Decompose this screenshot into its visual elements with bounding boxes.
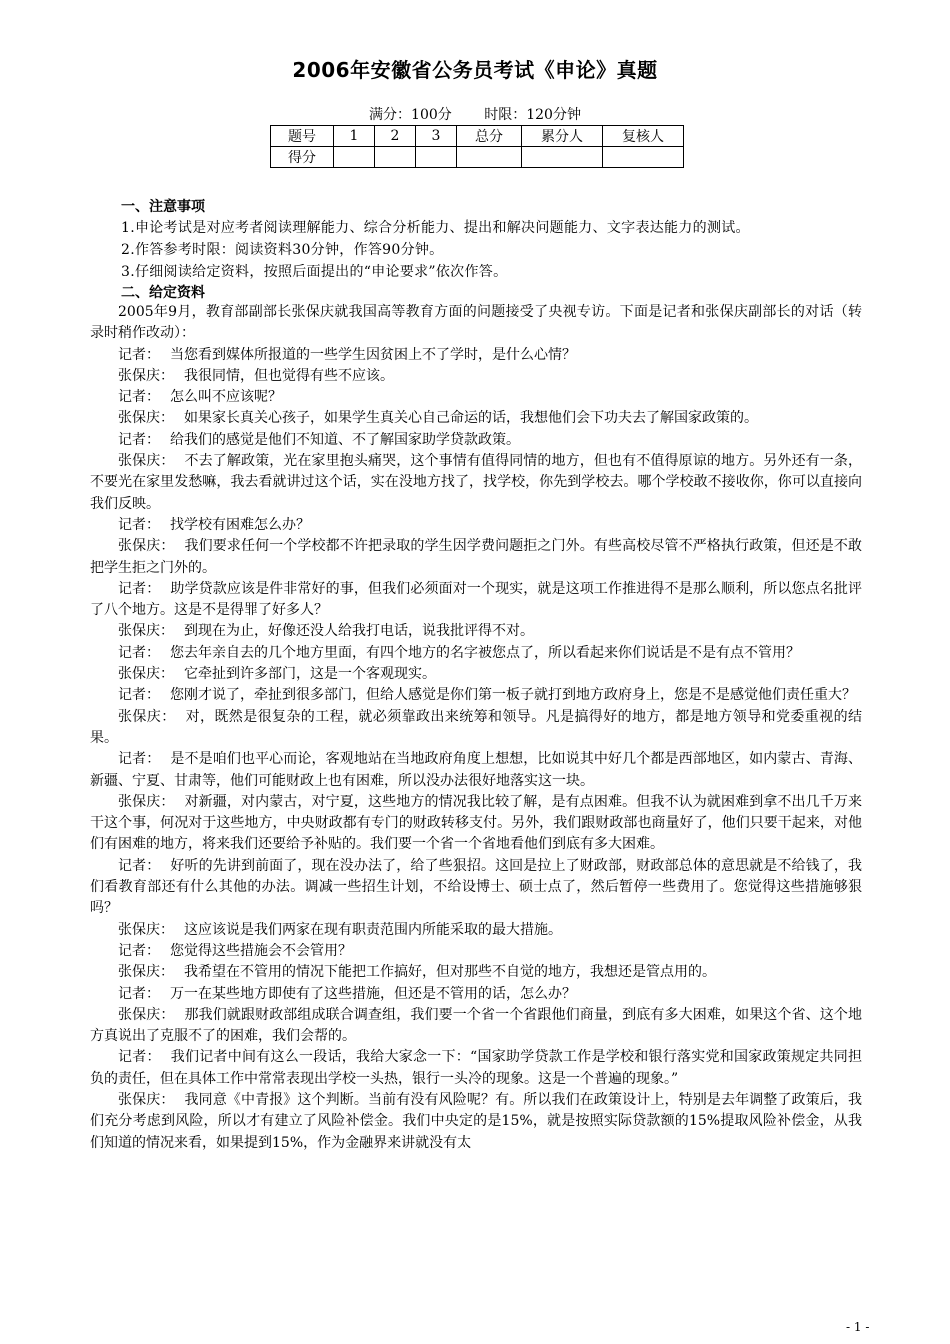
score-cell-empty (416, 147, 457, 168)
material-body (90, 302, 862, 1154)
dialogue-paragraph (90, 1090, 862, 1154)
dialogue-paragraph (90, 920, 862, 941)
dialogue-paragraph (90, 345, 862, 366)
dialogue-text: 我很同情，但也觉得有些不应该。 (184, 367, 394, 384)
dialogue-speaker: 记者： (118, 644, 160, 661)
dialogue-text: 我们记者中间有这么一段话，我给大家念一下：“国家助学贷款工作是学校和银行落实党和国家政策规定共同担负的责任，但在具体工作中常常表现出学校一头热，银行一头冷的现象。这是一个普遍的现象。” (90, 1049, 863, 1087)
dialogue-text: 您觉得这些措施会不会管用？ (170, 942, 352, 959)
score-cell-empty (457, 147, 522, 168)
dialogue-text: 对，既然是很复杂的工程，就必须靠政出来统筹和领导。凡是搞得好的地方，都是地方领导和党委重视的结果。 (90, 708, 863, 746)
dialogue-paragraph (90, 984, 862, 1005)
dialogue-paragraph (90, 664, 862, 685)
full-score: 满分：100分 (369, 107, 452, 123)
note-item: 2.作答参考时限：阅读资料30分钟，作答90分钟。 (121, 242, 444, 258)
dialogue-text: 我同意《中青报》这个判断。当前有没有风险呢？有。所以我们在政策设计上，特别是去年调整了政策后，我们充分考虑到风险，所以才有建立了风险补偿金。我们中央定的是15%，就是按照实际贷款额的15%提取风险补偿金，从我们知道的情况来看，如果提到15%，作为金融界来讲就没有太 (90, 1091, 863, 1151)
score-table-header-row (271, 126, 684, 147)
dialogue-speaker: 记者： (118, 346, 160, 363)
score-cell-empty (522, 147, 603, 168)
dialogue-text: 万一在某些地方即使有了这些措施，但还是不管用的话，怎么办？ (170, 985, 576, 1002)
dialogue-speaker: 张保庆： (118, 666, 174, 683)
dialogue-speaker: 张保庆： (118, 793, 175, 810)
score-cell: 复核人 (603, 126, 684, 147)
dialogue-speaker: 记者： (118, 985, 160, 1002)
dialogue-paragraph (90, 430, 862, 451)
dialogue-paragraph (90, 621, 862, 642)
dialogue-text: 我希望在不管用的情况下能把工作搞好，但对那些不自觉的地方，我想还是管点用的。 (184, 964, 716, 981)
dialogue-paragraph (90, 707, 862, 750)
dialogue-text: 找学校有困难怎么办？ (170, 516, 310, 533)
score-table (270, 125, 684, 168)
dialogue-text: 它牵扯到许多部门，这是一个客观现实。 (184, 666, 436, 683)
score-cell-empty (603, 147, 684, 168)
score-cell: 题号 (271, 126, 334, 147)
dialogue-paragraph (90, 451, 862, 515)
section-heading-materials: 二、给定资料 (121, 285, 205, 301)
dialogue-text: 这应该说是我们两家在现有职责范围内所能采取的最大措施。 (184, 921, 562, 938)
dialogue-paragraph (90, 749, 862, 792)
dialogue-paragraph (90, 643, 862, 664)
note-item: 3.仔细阅读给定资料，按照后面提出的“申论要求”依次作答。 (121, 264, 508, 280)
dialogue-text: 那我们就跟财政部组成联合调查组，我们要一个省一个省跟他们商量，到底有多大困难，如果这个省、这个地方真说出了克服不了的困难，我们会帮的。 (90, 1006, 863, 1045)
dialogue-speaker: 记者： (118, 751, 161, 768)
dialogue-speaker: 张保庆： (118, 538, 175, 555)
dialogue-speaker: 张保庆： (118, 1091, 175, 1108)
dialogue-paragraph (90, 536, 862, 579)
dialogue-speaker: 记者： (118, 516, 160, 533)
dialogue-speaker: 张保庆： (118, 964, 174, 981)
dialogue-speaker: 记者： (118, 857, 161, 874)
dialogue-speaker: 张保庆： (118, 623, 174, 640)
dialogue-speaker: 记者： (118, 389, 160, 406)
dialogue-speaker: 张保庆： (118, 367, 174, 384)
dialogue-text: 您刚才说了，牵扯到很多部门，但给人感觉是你们第一板子就打到地方政府身上，您是不是感觉他们责任重大？ (170, 687, 856, 704)
dialogue-speaker: 记者： (118, 431, 160, 448)
dialogue-paragraph (90, 387, 862, 408)
dialogue-paragraph (90, 366, 862, 387)
dialogue-text: 到现在为止，好像还没人给我打电话，说我批评得不对。 (184, 623, 534, 640)
page-title: 2006年安徽省公务员考试《申论》真题 (292, 58, 658, 82)
dialogue-text: 我们要求任何一个学校都不许把录取的学生因学费问题拒之门外。有些高校尽管不严格执行政策，但还是不敢把学生拒之门外的。 (90, 538, 863, 576)
section-heading-notes: 一、注意事项 (121, 199, 205, 215)
dialogue-speaker: 记者： (118, 942, 160, 959)
dialogue-speaker: 张保庆： (118, 453, 175, 470)
dialogue-text: 是不是咱们也平心而论，客观地站在当地政府角度上想想，比如说其中好几个都是西部地区，如内蒙古、青海、新疆、宁夏、甘肃等，他们可能财政上也有困难，所以没办法很好地落实这一块。 (90, 751, 863, 789)
dialogue-text: 如果家长真关心孩子，如果学生真关心自己命运的话，我想他们会下功夫去了解国家政策的。 (184, 410, 758, 427)
dialogue-text: 当您看到媒体所报道的一些学生因贫困上不了学时，是什么心情？ (170, 346, 576, 363)
dialogue-speaker: 记者： (118, 1049, 161, 1066)
dialogue-text: 对新疆，对内蒙古，对宁夏，这些地方的情况我比较了解，是有点困难。但我不认为就困难到拿不出几千万来干这个事，何况对于这些地方，中央财政都有专门的财政转移支付。另外，我们跟财政部也商量好了，他们只要干起来，对他们有困难的地方，将来我们还要给予补贴的。我们要一个省一个省地看他们到底有多大困难。 (90, 793, 863, 853)
dialogue-paragraph (90, 856, 862, 920)
dialogue-text: 怎么叫不应该呢？ (170, 389, 282, 406)
page-number: - 1 - (846, 1320, 870, 1334)
dialogue-paragraph (90, 515, 862, 536)
note-item: 1.申论考试是对应考者阅读理解能力、综合分析能力、提出和解决问题能力、文字表达能力的测试。 (121, 220, 750, 236)
exam-meta (0, 104, 950, 124)
dialogue-text: 好听的先讲到前面了，现在没办法了，给了些狠招。这回是拉上了财政部，财政部总体的意思就是不给钱了，我们看教育部还有什么其他的办法。调减一些招生计划，不给设博士、硕士点了，然后暂停一些费用了。您觉得这些措施够狠吗？ (90, 857, 863, 917)
dialogue-text: 给我们的感觉是他们不知道、不了解国家助学贷款政策。 (170, 431, 520, 448)
dialogue-speaker: 张保庆： (118, 1006, 175, 1023)
score-cell-empty (334, 147, 375, 168)
dialogue-paragraph (90, 579, 862, 622)
dialogue-speaker: 记者： (118, 687, 160, 704)
dialogue-paragraph (90, 408, 862, 429)
score-cell-empty (375, 147, 416, 168)
dialogue-paragraph (90, 685, 862, 706)
score-cell: 累分人 (522, 126, 603, 147)
dialogue-speaker: 张保庆： (118, 708, 176, 725)
score-cell: 3 (416, 126, 457, 147)
score-cell: 1 (334, 126, 375, 147)
score-cell: 2 (375, 126, 416, 147)
dialogue-paragraph (90, 1005, 862, 1048)
dialogue-speaker: 张保庆： (118, 921, 174, 938)
dialogue-text: 助学贷款应该是件非常好的事，但我们必须面对一个现实，就是这项工作推进得不是那么顺利，所以您点名批评了八个地方。这是不是得罪了好多人？ (90, 580, 863, 619)
dialogue-text: 您去年亲自去的几个地方里面，有四个地方的名字被您点了，所以看起来你们说话是不是有点不管用？ (170, 644, 800, 661)
dialogue-speaker: 张保庆： (118, 410, 174, 427)
dialogue-text: 不去了解政策，光在家里抱头痛哭，这个事情有值得同情的地方，但也有不值得原谅的地方。另外还有一条，不要光在家里发愁嘛，我去看就讲过这个话，实在没地方找了，找学校，你先到学校去。哪个学校敢不接收你，你可以直接向我们反映。 (90, 453, 863, 512)
material-intro: 2005年9月，教育部副部长张保庆就我国高等教育方面的问题接受了央视专访。下面是记者和张保庆副部长的对话（转录时稍作改动）： (90, 304, 862, 342)
score-table-score-row (271, 147, 684, 168)
dialogue-paragraph (90, 962, 862, 983)
score-cell: 总分 (457, 126, 522, 147)
dialogue-paragraph (90, 792, 862, 856)
time-limit: 时限：120分钟 (484, 107, 581, 123)
dialogue-paragraph (90, 1047, 862, 1090)
dialogue-paragraph (90, 941, 862, 962)
dialogue-speaker: 记者： (118, 580, 161, 597)
score-cell: 得分 (271, 147, 334, 168)
